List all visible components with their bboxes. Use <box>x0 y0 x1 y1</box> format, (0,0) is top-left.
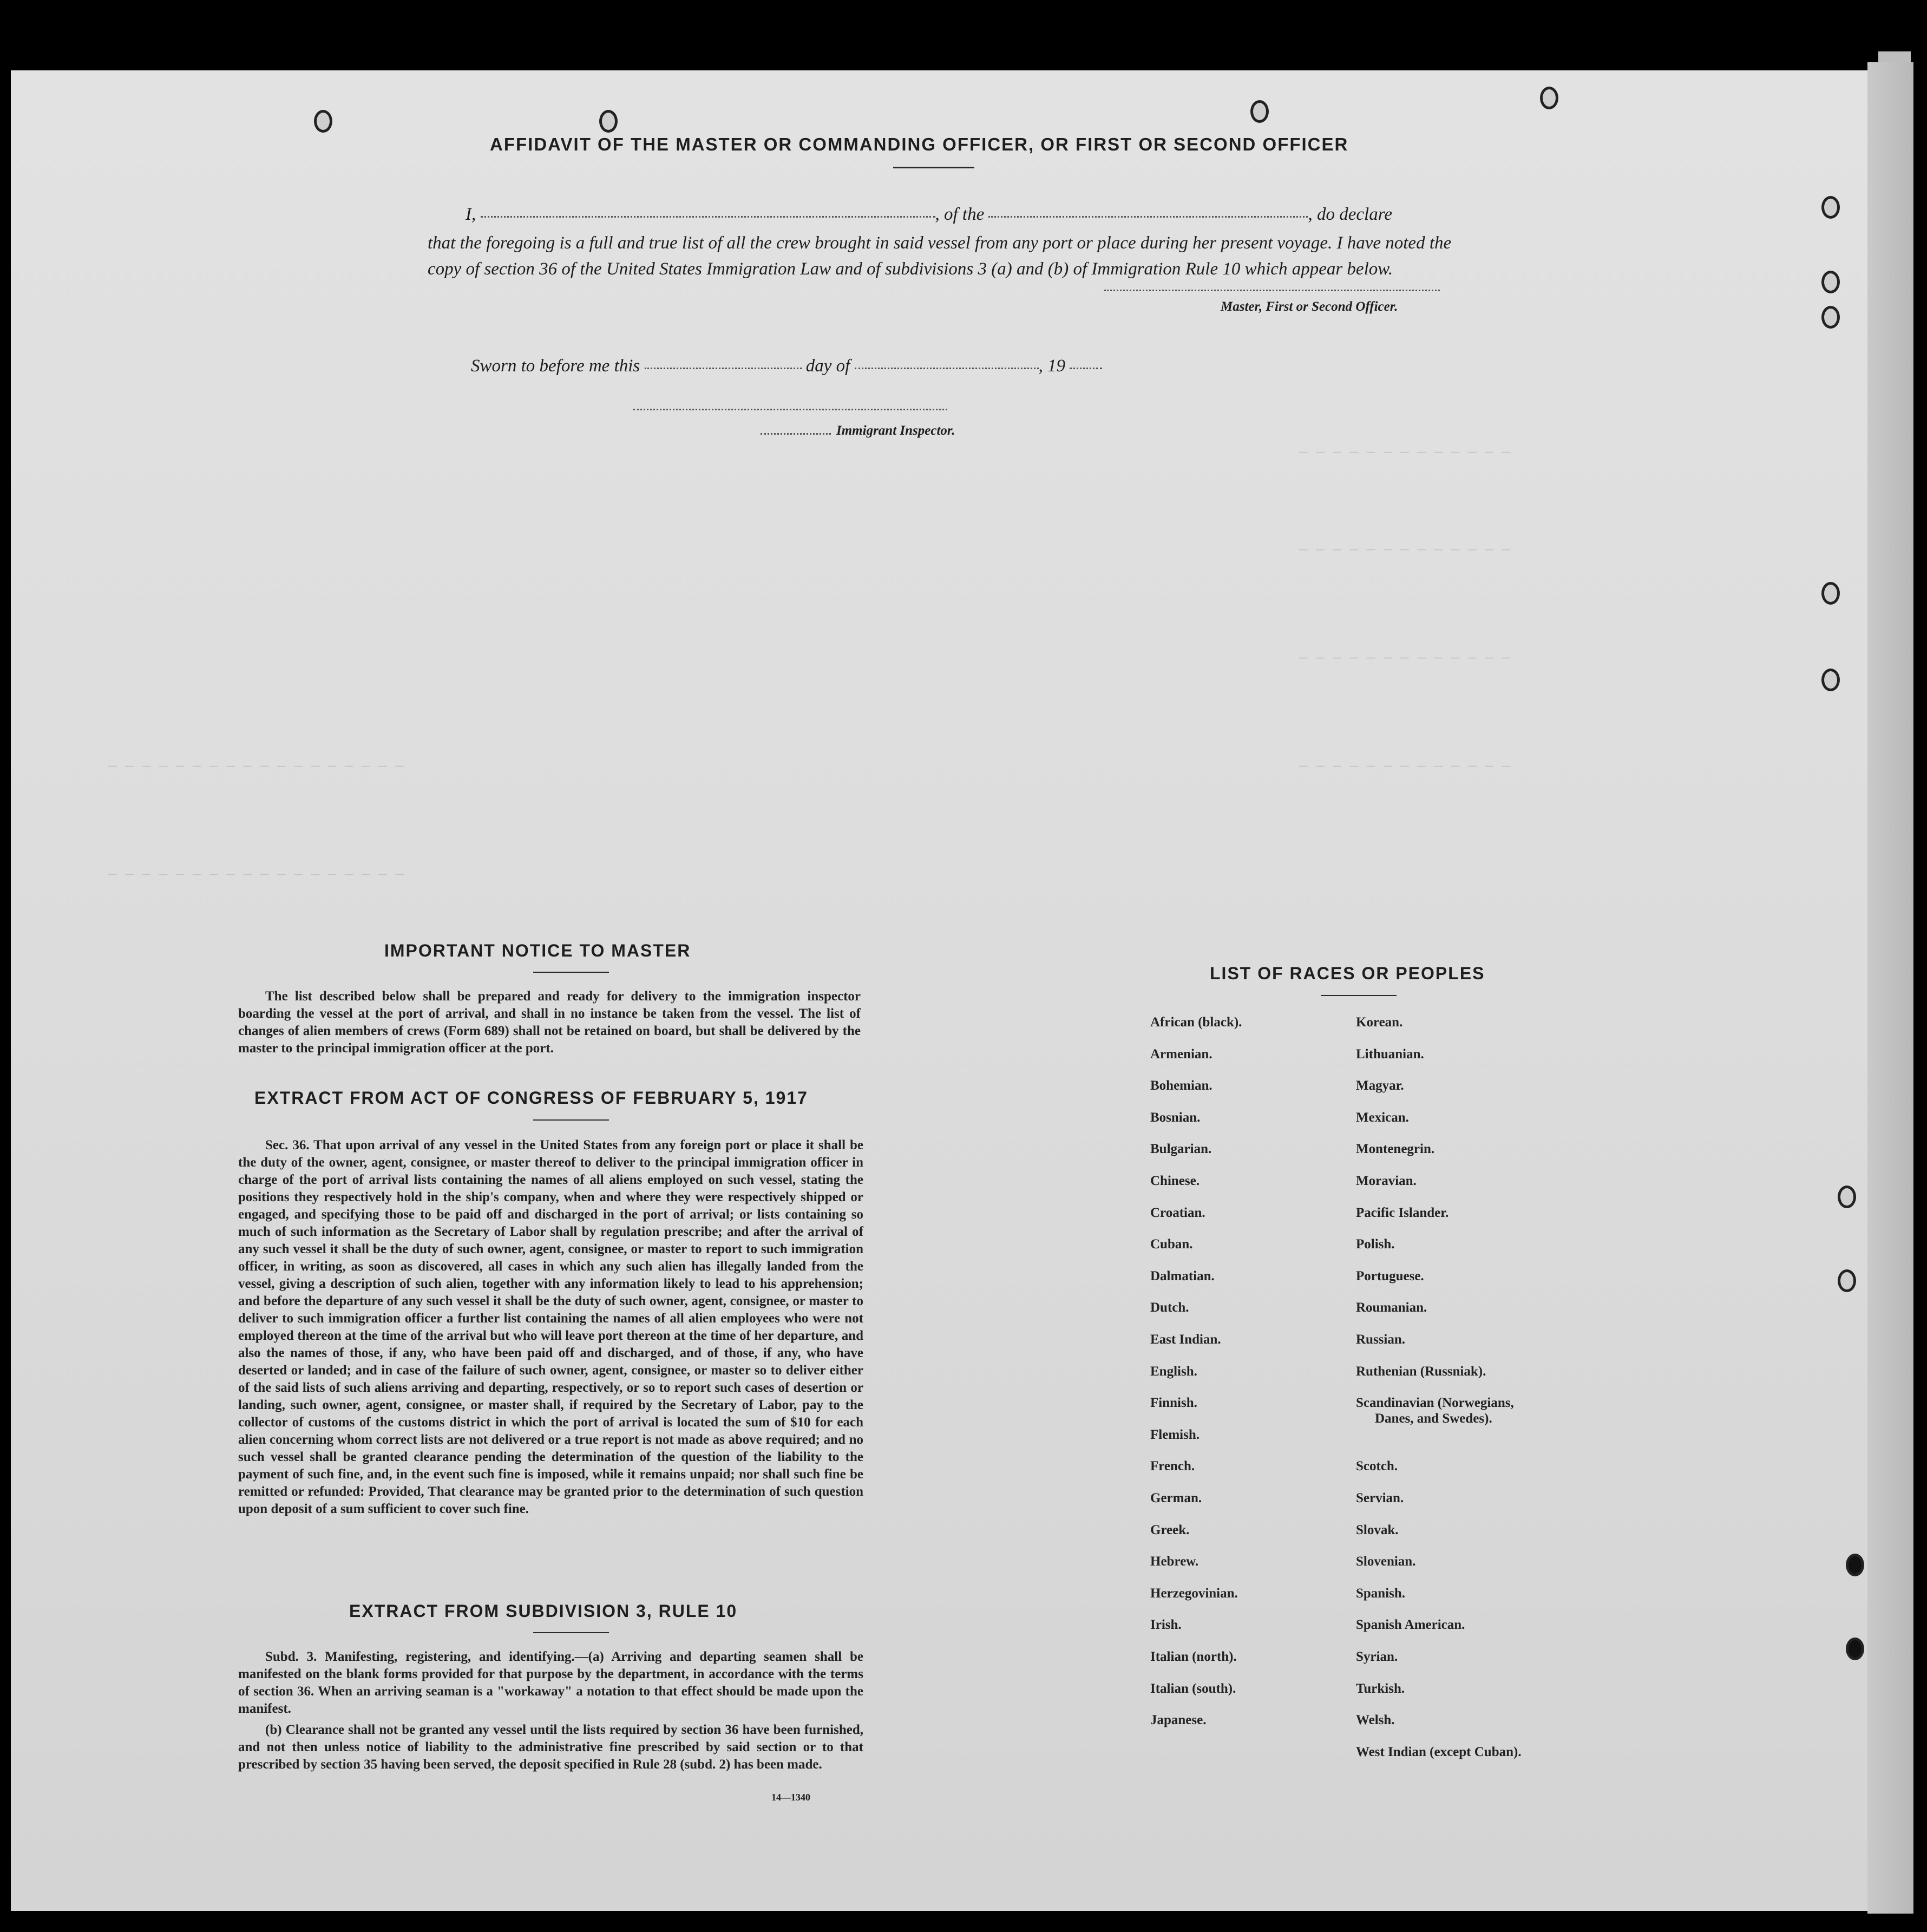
notice-rule <box>533 972 609 973</box>
race-item: Syrian. <box>1356 1649 1398 1664</box>
race-item: Bosnian. <box>1150 1110 1201 1125</box>
extract-rule-title: EXTRACT FROM SUBDIVISION 3, RULE 10 <box>349 1601 738 1621</box>
race-item: Italian (north). <box>1150 1649 1237 1664</box>
race-item: Bohemian. <box>1150 1078 1212 1093</box>
race-item: Danes, and Swedes). <box>1375 1411 1492 1426</box>
punch-hole <box>1846 1554 1864 1576</box>
sworn-line <box>471 356 1175 376</box>
race-item: Slovenian. <box>1356 1554 1416 1569</box>
affidavit-declare: , do declare <box>1308 205 1392 224</box>
races-rule <box>1321 995 1397 996</box>
punch-hole <box>1838 1186 1856 1208</box>
notice-title: IMPORTANT NOTICE TO MASTER <box>384 941 691 960</box>
extract-act-title: EXTRACT FROM ACT OF CONGRESS OF FEBRUARY 5, 1917 <box>254 1088 808 1108</box>
race-item: Slovak. <box>1356 1522 1399 1537</box>
race-item: Flemish. <box>1150 1427 1200 1442</box>
race-item: East Indian. <box>1150 1332 1221 1347</box>
race-item: Finnish. <box>1150 1396 1197 1411</box>
race-item: Japanese. <box>1150 1713 1207 1728</box>
races-title: LIST OF RACES OR PEOPLES <box>1210 964 1485 983</box>
race-item: Spanish American. <box>1356 1617 1465 1633</box>
race-item: Welsh. <box>1356 1713 1395 1728</box>
sworn-day-label: day of <box>805 356 850 376</box>
race-item: Spanish. <box>1356 1586 1406 1601</box>
race-item: Croatian. <box>1150 1205 1205 1220</box>
race-item: Pacific Islander. <box>1356 1205 1449 1220</box>
race-item: West Indian (except Cuban). <box>1356 1744 1522 1759</box>
race-item: Dutch. <box>1150 1300 1189 1315</box>
affidavit-of: , of the <box>935 205 985 224</box>
inspector-label: Immigrant Inspector. <box>836 423 955 438</box>
race-item: Dalmatian. <box>1150 1268 1215 1283</box>
sworn-year-blank[interactable] <box>1070 368 1102 369</box>
punch-hole <box>1821 582 1840 605</box>
punch-hole <box>1838 1269 1856 1292</box>
race-item: Herzegovinian. <box>1150 1586 1238 1601</box>
race-item: Ruthenian (Russniak). <box>1356 1364 1486 1379</box>
race-item: Russian. <box>1356 1332 1406 1347</box>
page-edge-top <box>1878 51 1911 62</box>
race-item: Roumanian. <box>1356 1300 1427 1315</box>
vessel-blank[interactable] <box>988 216 1308 218</box>
race-item: African (black). <box>1150 1015 1242 1030</box>
punch-hole <box>1821 196 1840 219</box>
sworn-prefix: Sworn to before me this <box>471 356 640 376</box>
title-rule <box>893 167 974 168</box>
punch-hole <box>1821 306 1840 329</box>
race-item: Montenegrin. <box>1356 1142 1435 1157</box>
inspector-blank-2[interactable] <box>761 433 831 435</box>
extract-rule-rule <box>533 1632 609 1633</box>
affidavit-text: that the foregoing is a full and true list of all the crew brought in said vessel from any port or place during her present voyage. I have noted the copy of section 36 of the United States Immigration Law and of subdivisions 3 (a) and (b) of Immigration Rule 10 which appear below. <box>428 233 1452 279</box>
notice-text: The list described below shall be prepared and ready for delivery to the immigration inspector boarding the vessel at the port of arrival, and shall in no instance be taken from the vessel. The list of changes of alien members of crews (Form 689) shall not be retained on board, but shall be delivered by the master to the principal immigration officer at the port. <box>238 989 861 1056</box>
race-item: Greek. <box>1150 1522 1190 1537</box>
race-item: Irish. <box>1150 1617 1182 1633</box>
race-item: Cuban. <box>1150 1237 1193 1252</box>
punch-hole <box>1846 1638 1864 1660</box>
race-item: German. <box>1150 1491 1202 1505</box>
extract-act-rule <box>533 1119 609 1121</box>
name-blank[interactable] <box>481 216 935 218</box>
race-item: Mexican. <box>1356 1110 1409 1125</box>
sworn-year-label: , 19 <box>1038 356 1066 376</box>
punch-hole <box>1821 669 1840 691</box>
race-item: Magyar. <box>1356 1078 1404 1093</box>
race-item: Polish. <box>1356 1237 1395 1252</box>
form-number: 14—1340 <box>771 1792 810 1803</box>
race-item: Portuguese. <box>1356 1268 1424 1283</box>
signature-label: Master, First or Second Officer. <box>1221 299 1398 314</box>
race-item: Italian (south). <box>1150 1681 1236 1696</box>
race-item: Armenian. <box>1150 1046 1212 1062</box>
signature-blank[interactable] <box>1104 290 1440 291</box>
sworn-day-blank[interactable] <box>645 368 802 369</box>
race-item: Turkish. <box>1356 1681 1405 1696</box>
punch-hole <box>1540 87 1558 109</box>
race-item: Servian. <box>1356 1491 1404 1505</box>
page-edge-underneath <box>1867 62 1913 1914</box>
race-item: English. <box>1150 1364 1197 1379</box>
affidavit-line1 <box>466 205 1456 225</box>
punch-hole <box>1250 100 1269 123</box>
race-item: Scotch. <box>1356 1459 1398 1474</box>
affidavit-title: AFFIDAVIT OF THE MASTER OR COMMANDING OFFICER, OR FIRST OR SECOND OFFICER <box>490 134 1349 154</box>
race-item: Moravian. <box>1356 1174 1417 1188</box>
race-item: French. <box>1150 1459 1195 1474</box>
extract-rule-para-a: Subd. 3. Manifesting, registering, and identifying.—(a) Arriving and departing seamen shall be manifested on the blank forms provided for that purpose by the department, in accordance with the terms of section 36. When an arriving seaman is a "workaway" a notation to that effect should be made upon the manifest. <box>238 1649 863 1716</box>
race-item: Scandinavian (Norwegians, <box>1356 1396 1514 1411</box>
punch-hole <box>599 110 618 133</box>
sworn-month-blank[interactable] <box>855 368 1039 369</box>
race-item: Lithuanian. <box>1356 1046 1424 1062</box>
extract-rule-para-b: (b) Clearance shall not be granted any vessel until the lists required by section 36 have been furnished, and not then unless notice of liability to the administrative fine prescribed by said section or to that prescribed by section 35 having been served, the deposit specified in Rule 28 (subd. 2) has been made. <box>238 1723 863 1772</box>
extract-act-text: Sec. 36. That upon arrival of any vessel in the United States from any foreign port or place it shall be the duty of the owner, agent, consignee, or master thereof to deliver to the principal immigration officer in charge of the port of arrival lists containing the names of all aliens employed on such vessel, stating the positions they respectively hold in the ship's company, when and where they were respectively shipped or engaged, and specifying those to be paid off and discharged in the port of arrival; or lists containing so much of such information as the Secretary of Labor shall by regulation prescribe; and after the arrival of any such vessel it shall be the duty of such owner, agent, consignee, or master to report to such immigration officer, in writing, as soon as discovered, all cases in which any such alien has illegally landed from the vessel, giving a description of such alien, together with any information likely to lead to his apprehension; and before the departure of any such vessel it shall be the duty of such owner, agent, consignee, or master to deliver to such immigration officer a further list containing the names of all alien employees who were not employed thereon at the time of the arrival but who will leave port thereon at the time of her departure, and also the names of those, if any, who have been paid off and discharged, and of those, if any, who have deserted or landed; and in case of the failure of such owner, agent, consignee, or master so to deliver either of the said lists of such aliens arriving and departing, respectively, or so to report such cases of desertion or landing, such owner, agent, consignee, or master shall, if required by the Secretary of Labor, pay to the collector of customs of the customs district in which the port of arrival is located the sum of $10 for each alien concerning whom correct lists are not delivered or a true report is not made as above required; and no such vessel shall be granted clearance pending the determination of the question of the liability to the payment of such fine, and, in the event such fine is imposed, while it remains unpaid; nor shall such fine be remitted or refunded: Provided, That clearance may be granted prior to the determination of such question upon deposit of a sum sufficient to cover such fine. <box>238 1138 863 1516</box>
race-item: Korean. <box>1356 1015 1403 1030</box>
punch-hole <box>314 110 332 133</box>
race-item: Hebrew. <box>1150 1554 1199 1569</box>
inspector-blank[interactable] <box>633 409 947 410</box>
race-item: Bulgarian. <box>1150 1142 1212 1157</box>
punch-hole <box>1821 271 1840 293</box>
affidavit-i: I, <box>466 205 476 224</box>
race-item: Chinese. <box>1150 1174 1200 1188</box>
